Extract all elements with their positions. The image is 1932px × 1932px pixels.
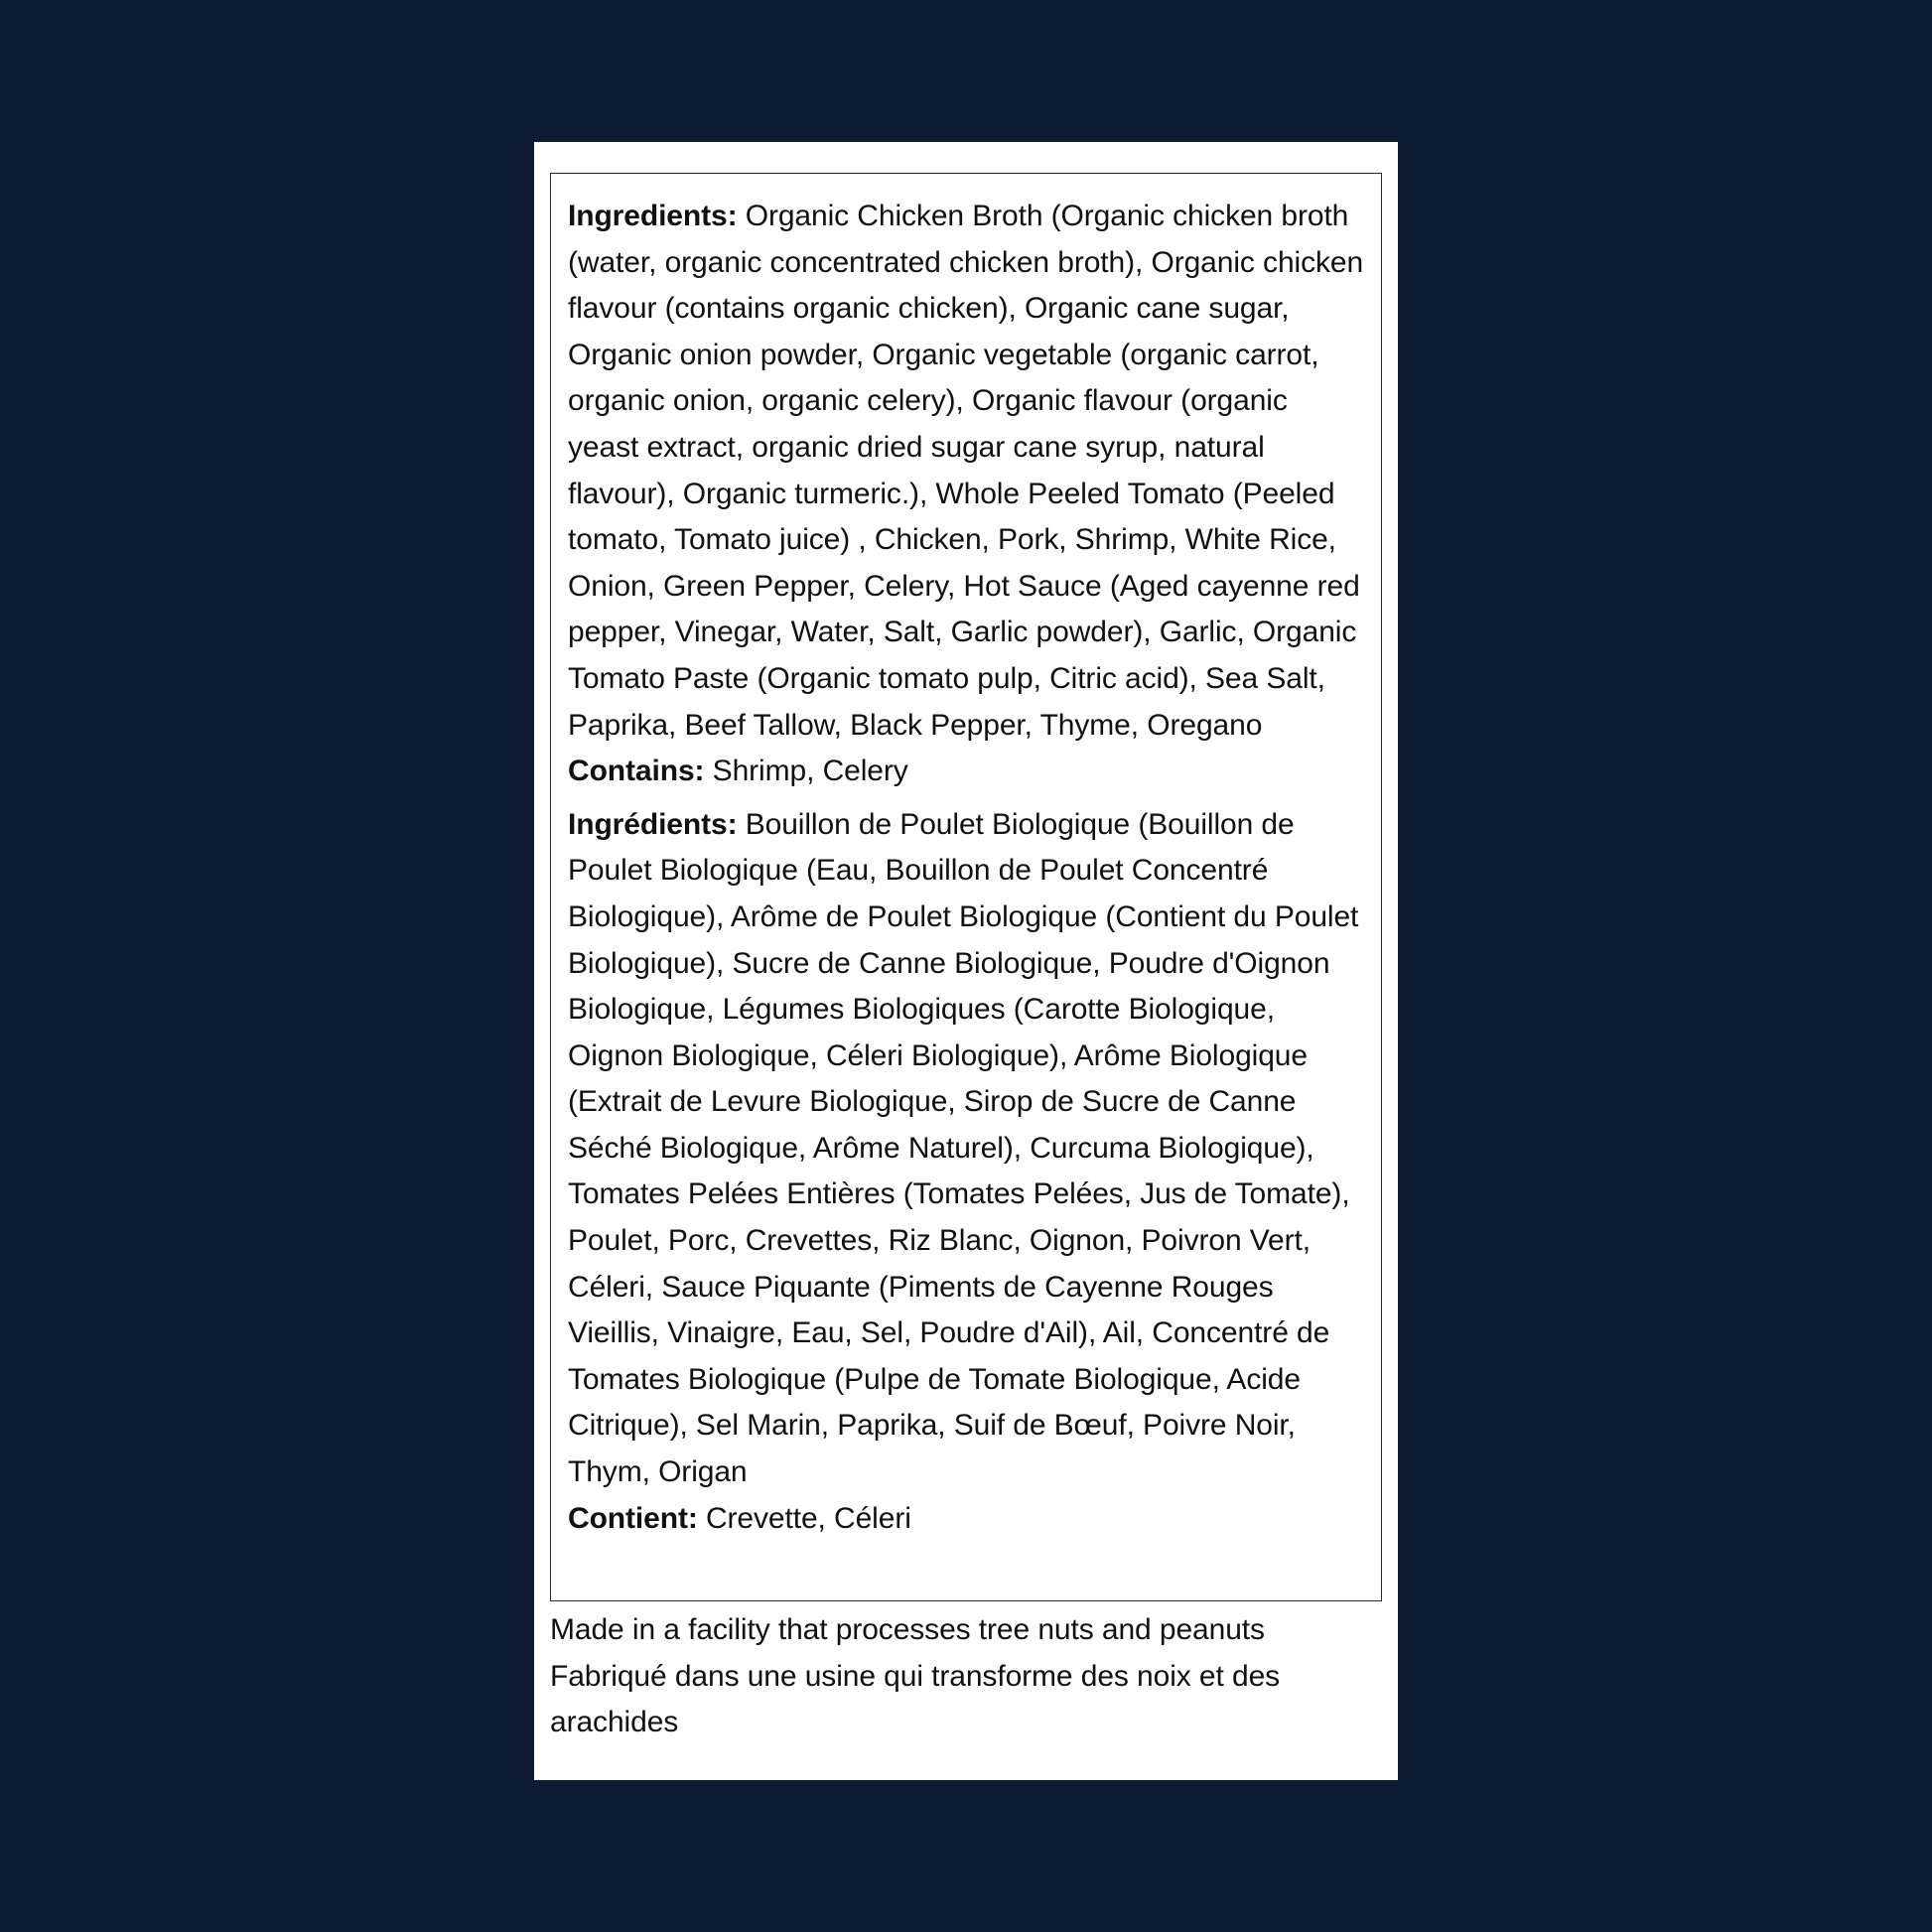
ingredients-list-en: Organic Chicken Broth (Organic chicken broth (water, organic concentrated chicken broth), Organic chicken flavour (contains organic chicken), Organic cane sugar, Organic onion powder, Organic vegetable (organic carrot, organic onion, organic celery), Organic flavour (organic yeast extract, organic dried sugar cane syrup, natural flavour), Organic turmeric.), Whole Peeled Tomato (Peeled tomato, Tomato juice) , Chicken, Pork, Shrimp, White Rice, Onion, Green Pepper, Celery, Hot Sauce (Aged cayenne red pepper, Vinegar, Water, Salt, Garlic powder), Garlic, Organic Tomato Paste (Organic tomato pulp, Citric acid), Sea Salt, Paprika, Beef Tallow, Black Pepper, Thyme, Oregano xyxy=(568,200,1364,742)
ingredients-list-fr: Bouillon de Poulet Biologique (Bouillon de Poulet Biologique (Eau, Bouillon de Poulet Concentré Biologique), Arôme de Poulet Biologique (Contient du Poulet Biologique), Sucre de Canne Biologique, Poudre d'Oignon Biologique, Légumes Biologiques (Carotte Biologique, Oignon Biologique, Céleri Biologique), Arôme Biologique (Extrait de Levure Biologique, Sirop de Sucre de Canne Séché Biologique, Arôme Naturel), Curcuma Biologique), Tomates Pelées Entières (Tomates Pelées, Jus de Tomate), Poulet, Porc, Crevettes, Riz Blanc, Oignon, Poivron Vert, Céleri, Sauce Piquante (Piments de Cayenne Rouges Vieillis, Vinaigre, Eau, Sel, Poudre d'Ail), Ail, Concentré de Tomates Biologique (Pulpe de Tomate Biologique, Acide Citrique), Sel Marin, Paprika, Suif de Bœuf, Poivre Noir, Thym, Origan xyxy=(568,807,1359,1489)
contains-heading-fr: Contient: xyxy=(568,1501,698,1535)
contains-list-fr: Crevette, Céleri xyxy=(697,1501,911,1535)
facility-statement-fr: Fabriqué dans une usine qui transforme des noix et des arachides xyxy=(550,1659,1281,1739)
contains-list-en: Shrimp, Celery xyxy=(704,755,908,788)
facility-statement-en: Made in a facility that processes tree nuts and peanuts xyxy=(550,1613,1265,1646)
contains-heading-en: Contains: xyxy=(568,755,705,788)
ingredients-heading-fr: Ingrédients: xyxy=(568,807,738,841)
contains-english xyxy=(568,749,1365,795)
ingredients-french xyxy=(568,802,1365,1496)
ingredient-label-card xyxy=(534,142,1398,1780)
contains-french xyxy=(568,1496,1365,1543)
ingredients-box xyxy=(550,173,1382,1601)
ingredients-heading-en: Ingredients: xyxy=(568,200,738,232)
ingredients-english xyxy=(568,194,1365,749)
facility-statement xyxy=(550,1601,1382,1746)
